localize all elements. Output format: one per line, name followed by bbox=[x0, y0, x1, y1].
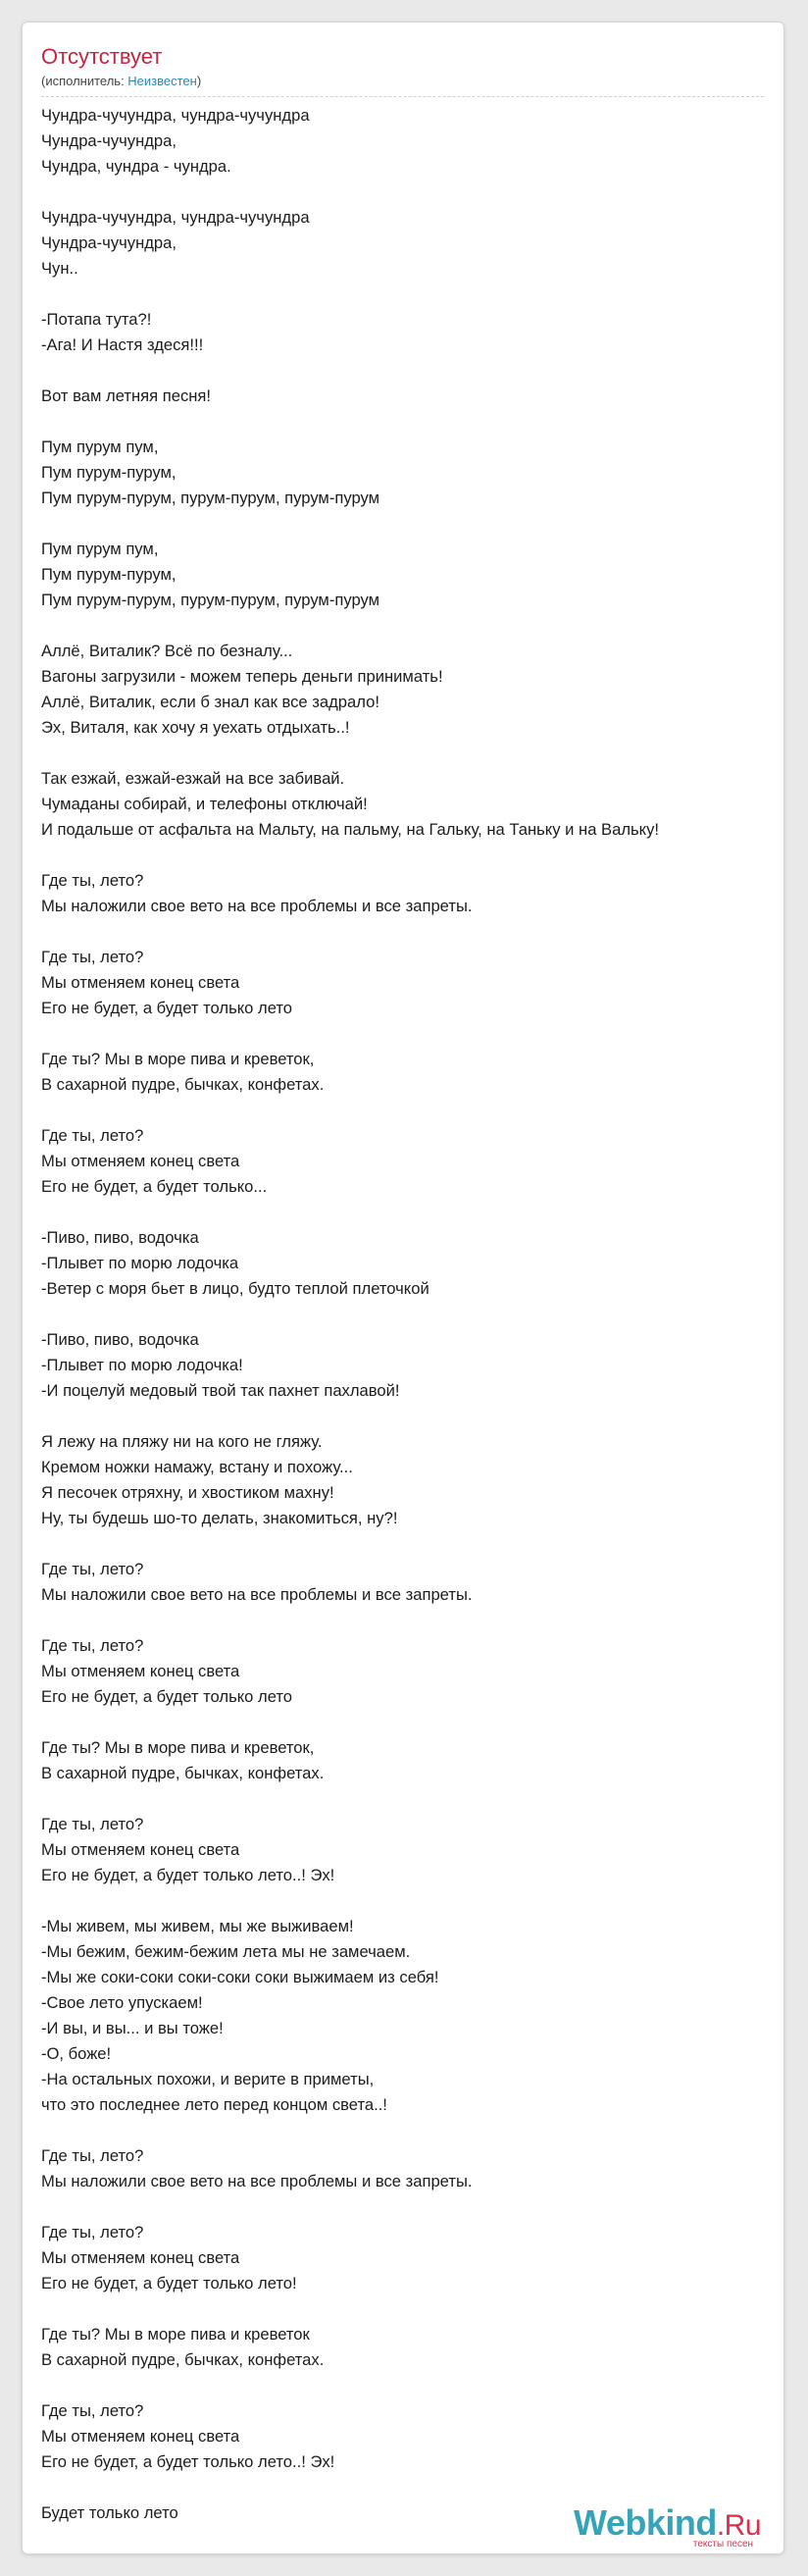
artist-suffix: ) bbox=[196, 74, 202, 88]
song-title: Отсутствует bbox=[41, 44, 163, 69]
artist-line bbox=[41, 73, 201, 89]
lyrics-text: Чундра-чучундра, чундра-чучундра Чундра-чучундра, Чундра, чундра - чундра. Чундра-чучундра, чундра-чучундра Чундра-чучундра, Чун.. -Потапа тута?! -Ага! И Настя здеся!!! Вот вам летняя песня! Пум пурум пум, Пум пурум-пурум, Пум пурум-пурум, пурум-пурум, пурум-пурум Пум пурум пум, Пум пурум-пурум, Пум пурум-пурум, пурум-пурум, пурум-пурум Аллё, Виталик? Всё по безналу... Вагоны загрузили - можем теперь деньги принимать! Аллё, Виталик, если б знал как все задрало! Эх, Виталя, как хочу я уехать отдыхать..! Так езжай, езжай-езжай на все забивай. Чумаданы собирай, и телефоны отключай! И подальше от асфальта на Мальту, на пальму, на Гальку, на Таньку и на Вальку! Где ты, лето? Мы наложили свое вето на все проблемы и все запреты. Где ты, лето? Мы отменяем конец света Его не будет, а будет только лето Где ты? Мы в море пива и креветок, В сахарной пудре, бычках, конфетах. Где ты, лето? Мы отменяем конец света Его не будет, а будет только... -Пиво, пиво, водочка -Плывет по морю лодочка -Ветер с моря бьет в лицо, будто теплой плеточкой -Пиво, пиво, водочка -Плывет по морю лодочка! -И поцелуй медовый твой так пахнет пахлавой! Я лежу на пляжу ни на кого не гляжу. Кремом ножки намажу, встану и похожу... Я песочек отряхну, и хвостиком махну! Ну, ты будешь шо-то делать, знакомиться, ну?! Где ты, лето? Мы наложили свое вето на все проблемы и все запреты. Где ты, лето? Мы отменяем конец света Его не будет, а будет только лето Где ты? Мы в море пива и креветок, В сахарной пудре, бычках, конфетах. Где ты, лето? Мы отменяем конец света Его не будет, а будет только лето..! Эх! -Мы живем, мы живем, мы же выживаем! -Мы бежим, бежим-бежим лета мы не замечаем. -Мы же соки-соки соки-соки соки выжимаем из себя! -Свое лето упускаем! -И вы, и вы... и вы тоже! -О, боже! -На остальных похожи, и верите в приметы, что это последнее лето перед концом света..! Где ты, лето? Мы наложили свое вето на все проблемы и все запреты. Где ты, лето? Мы отменяем конец света Его не будет, а будет только лето! Где ты? Мы в море пива и креветок В сахарной пудре, бычках, конфетах. Где ты, лето? Мы отменяем конец света Его не будет, а будет только лето..! Эх! Будет только лето bbox=[41, 106, 660, 2522]
logo-subtitle: тексты песен bbox=[692, 2539, 754, 2550]
logo-brand: Webkind bbox=[574, 2502, 717, 2543]
artist-link[interactable]: Неизвестен bbox=[127, 74, 197, 88]
lyrics-card bbox=[22, 22, 784, 2554]
title-divider bbox=[41, 96, 764, 97]
logo-tld: .Ru bbox=[716, 2509, 762, 2542]
artist-prefix: (исполнитель: bbox=[41, 74, 128, 88]
site-logo[interactable] bbox=[574, 2502, 762, 2550]
